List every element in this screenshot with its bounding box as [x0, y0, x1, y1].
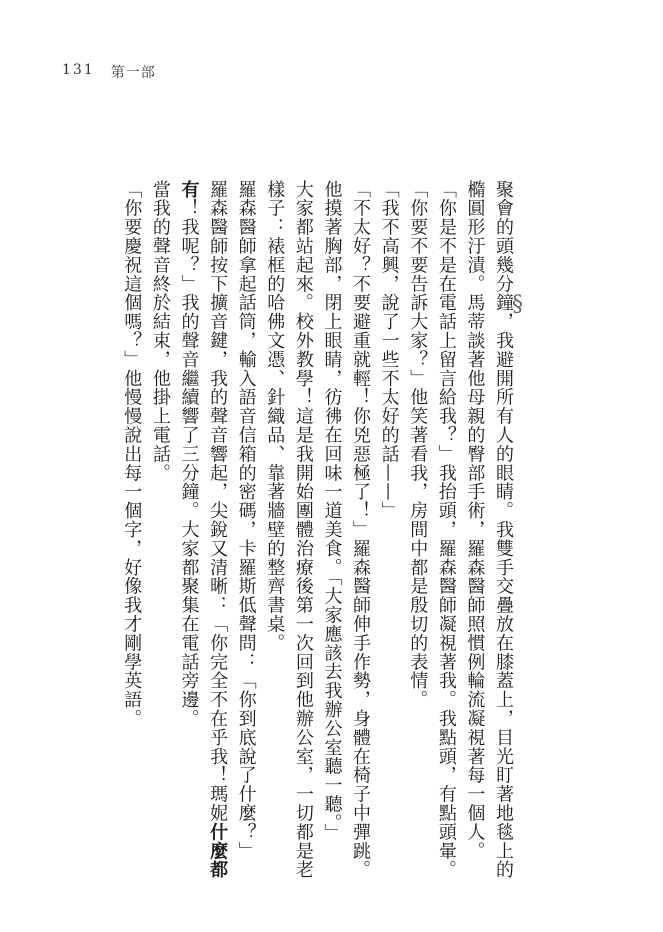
text-line: 橢圓形汙漬。馬蒂談著他母親的臀部手術，羅森醫師照慣例輪流凝視著每一個人。	[464, 180, 486, 861]
text-line: 「我不高興，說了一些不太好的話——」	[378, 180, 400, 521]
text-line: 樣子：裱框的哈佛文憑、針織品、靠著牆壁的整齊書桌。	[264, 180, 286, 653]
text-line: 「不太好？不要避重就輕！你兇惡極了！」羅森醫師伸手作勢，身體在椅子中彈跳。	[350, 180, 372, 880]
text-line: 羅森醫師拿起話筒，輸入語音信箱的密碼，卡羅斯低聲問：「你到底說了什麼？」	[235, 180, 257, 861]
text-line: 「你要不要告訴大家？」他笑著看我，房間中都是殷切的表情。	[407, 180, 429, 710]
text-line: 「你要慶祝這個嗎？」他慢慢說出每一個字，好像我才剛學英語。	[121, 180, 143, 729]
text-segment: 羅森醫師按下擴音鍵，我的聲音響起，尖銳又清晰：「你完全不在乎我！瑪妮	[207, 180, 229, 823]
text-line-with-bold	[202, 180, 231, 880]
page-header	[62, 62, 156, 82]
text-segment: ！我呢？」我的聲音繼續響了三分鐘。大家都聚集在電話旁邊。	[178, 198, 200, 729]
text-line: 聚會的頭幾分鐘，我避開所有人的眼睛。我雙手交疊放在膝蓋上，目光盯著地毯上的	[493, 180, 514, 880]
text-line-with-bold	[174, 180, 203, 870]
text-line: 當我的聲音終於結束，他掛上電話。	[149, 180, 171, 483]
section-mark-icon: §	[512, 292, 523, 317]
text-body	[67, 180, 517, 880]
bold-segment: 什麼都	[207, 822, 229, 880]
text-line: 大家都站起來。校外教學！這是我開始團體治療後第一次回到他辦公室，一切都是老	[292, 180, 314, 880]
text-line: 他摸著胸部，閉上眼睛，彷彿在回味一道美食。「大家應該去我辦公室聽一聽。」	[321, 180, 343, 843]
part-title: 第一部	[110, 65, 156, 81]
text-line: 「你是不是在電話上留言給我？」我抬頭，羅森醫師凝視著我。我點頭，有點頭暈。	[435, 180, 457, 880]
page-number: 131	[62, 62, 95, 78]
bold-segment: 有	[178, 180, 200, 199]
